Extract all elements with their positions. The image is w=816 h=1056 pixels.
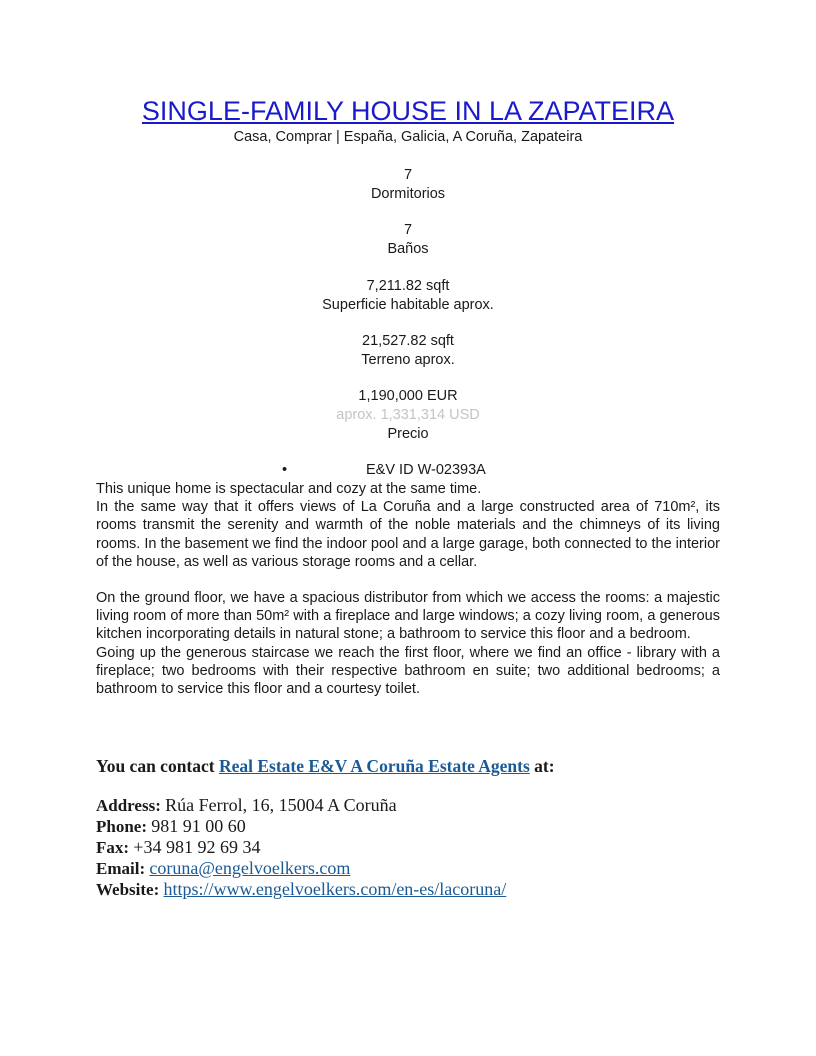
bullet-icon: •: [282, 462, 288, 478]
bedrooms-label: Dormitorios: [370, 186, 446, 202]
price-eur: 1,190,000 EUR: [358, 388, 458, 404]
address-label: Address:: [96, 796, 161, 815]
plot-value: 21,527.82 sqft: [362, 333, 454, 349]
price-usd: aprox. 1,331,314 USD: [336, 407, 480, 423]
email-row: [96, 858, 776, 879]
fax-value: +34 981 92 69 34: [133, 837, 261, 857]
email-link[interactable]: coruna@engelvoelkers.com: [149, 858, 351, 878]
bathrooms-label: Baños: [387, 241, 429, 257]
listing-id: E&V ID W-02393A: [366, 462, 486, 478]
contact-details: [96, 795, 776, 900]
address-row: [96, 795, 776, 816]
living-area-label: Superficie habitable aprox.: [322, 297, 494, 313]
website-link[interactable]: https://www.engelvoelkers.com/en-es/lacoruna/: [163, 879, 507, 899]
bedrooms-value: 7: [403, 167, 413, 183]
description-paragraph: In the same way that it offers views of La Coruña and a large constructed area of 710m², its rooms transmit the serenity and warmth of the noble materials and the chimneys of its living rooms. In the basement we find the indoor pool and a large garage, both connected to the interior of the house, as well as various storage rooms and a cellar.: [96, 499, 720, 570]
description: [96, 480, 720, 698]
phone-value: 981 91 00 60: [151, 816, 246, 836]
contact-trail: at:: [529, 756, 555, 776]
agency-link[interactable]: Real Estate E&V A Coruña Estate Agents: [218, 756, 530, 776]
bathrooms-value: 7: [403, 222, 413, 238]
contact-heading: [96, 755, 736, 777]
price-label: Precio: [387, 426, 429, 442]
contact-lead: You can contact: [96, 756, 219, 776]
phone-row: [96, 816, 776, 837]
fax-label: Fax:: [96, 838, 130, 857]
fax-row: [96, 837, 776, 858]
email-label: Email:: [96, 859, 146, 878]
living-area-value: 7,211.82 sqft: [366, 278, 450, 294]
listing-subtitle: Casa, Comprar | España, Galicia, A Coruña, Zapateira: [233, 129, 583, 145]
plot-label: Terreno aprox.: [361, 352, 455, 368]
phone-label: Phone:: [96, 817, 147, 836]
listing-title: [0, 95, 816, 127]
description-paragraph: On the ground floor, we have a spacious distributor from which we access the rooms: a majestic living room of more than 50m² with a fireplace and large windows; a cozy living room, a generous kitchen incorporating details in natural stone; a bathroom to service this floor and a bedroom.: [96, 590, 720, 643]
description-paragraph: Going up the generous staircase we reach the first floor, where we find an office - library with a fireplace; two bedrooms with their respective bathroom en suite; two additional bedrooms; a bathroom to service this floor and a courtesy toilet.: [96, 644, 720, 698]
description-paragraph: This unique home is spectacular and cozy at the same time.: [96, 481, 482, 497]
website-label: Website:: [96, 880, 160, 899]
website-row: [96, 879, 776, 900]
listing-title-link[interactable]: SINGLE-FAMILY HOUSE IN LA ZAPATEIRA: [141, 96, 675, 126]
address-value: Rúa Ferrol, 16, 15004 A Coruña: [165, 795, 397, 815]
